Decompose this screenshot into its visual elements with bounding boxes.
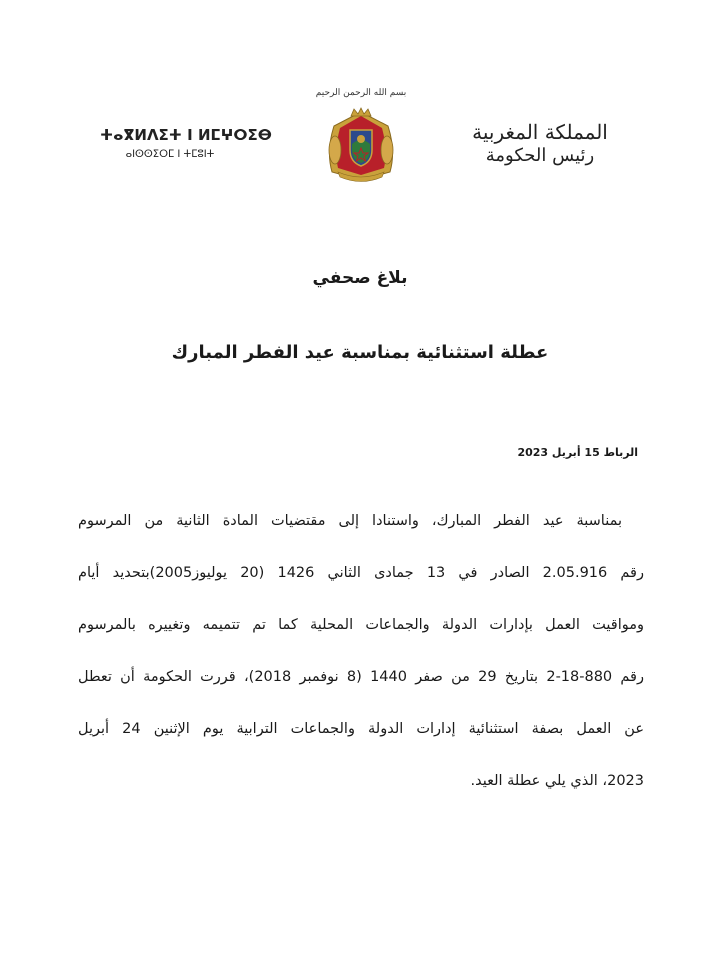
basmala: بسم الله الرحمن الرحيم xyxy=(315,88,407,98)
tifinagh-head-of-government: ⴰⵏⵙⵙⵉⵔⵎ ⵏ ⵜⵎⵓⵏⵜ xyxy=(125,149,215,160)
document-title: بلاغ صحفي xyxy=(312,268,408,288)
coat-of-arms-icon xyxy=(318,106,404,184)
tifinagh-kingdom: ⵜⴰⴳⵍⴷⵉⵜ ⵏ ⵍⵎⵖⵔⵉⴱ xyxy=(100,126,272,144)
document-body xyxy=(78,510,644,822)
body-line: ومواقيت العمل بإدارات الدولة والجماعات المحلية كما تم تتميمه وتغييره بالمرسوم xyxy=(78,617,644,633)
body-line: رقم 880-18-2 بتاريخ 29 من صفر 1440 (8 نوفمبر 2018)، قررت الحكومة أن تعطل xyxy=(78,669,644,685)
body-line: عن العمل بصفة استثنائية إدارات الدولة والجماعات الترابية يوم الإثنين 24 أبريل xyxy=(78,721,644,737)
tifinagh-header xyxy=(100,126,272,160)
document-date: الرباط 15 أبريل 2023 xyxy=(517,446,638,459)
arabic-kingdom: المملكة المغربية xyxy=(472,120,608,144)
body-line: بمناسبة عيد الفطر المبارك، واستنادا إلى مقتضيات المادة الثانية من المرسوم xyxy=(78,513,622,529)
arabic-header xyxy=(470,120,610,168)
body-line: 2023، الذي يلي عطلة العيد. xyxy=(470,773,644,789)
body-line: رقم 2.05.916 الصادر في 13 جمادى الثاني 1426 (20 يوليوز2005)بتحديد أيام xyxy=(78,565,644,581)
arabic-head-of-government: رئيس الحكومة xyxy=(485,145,595,166)
document-subtitle: عطلة استثنائية بمناسبة عيد الفطر المبارك xyxy=(171,342,549,363)
